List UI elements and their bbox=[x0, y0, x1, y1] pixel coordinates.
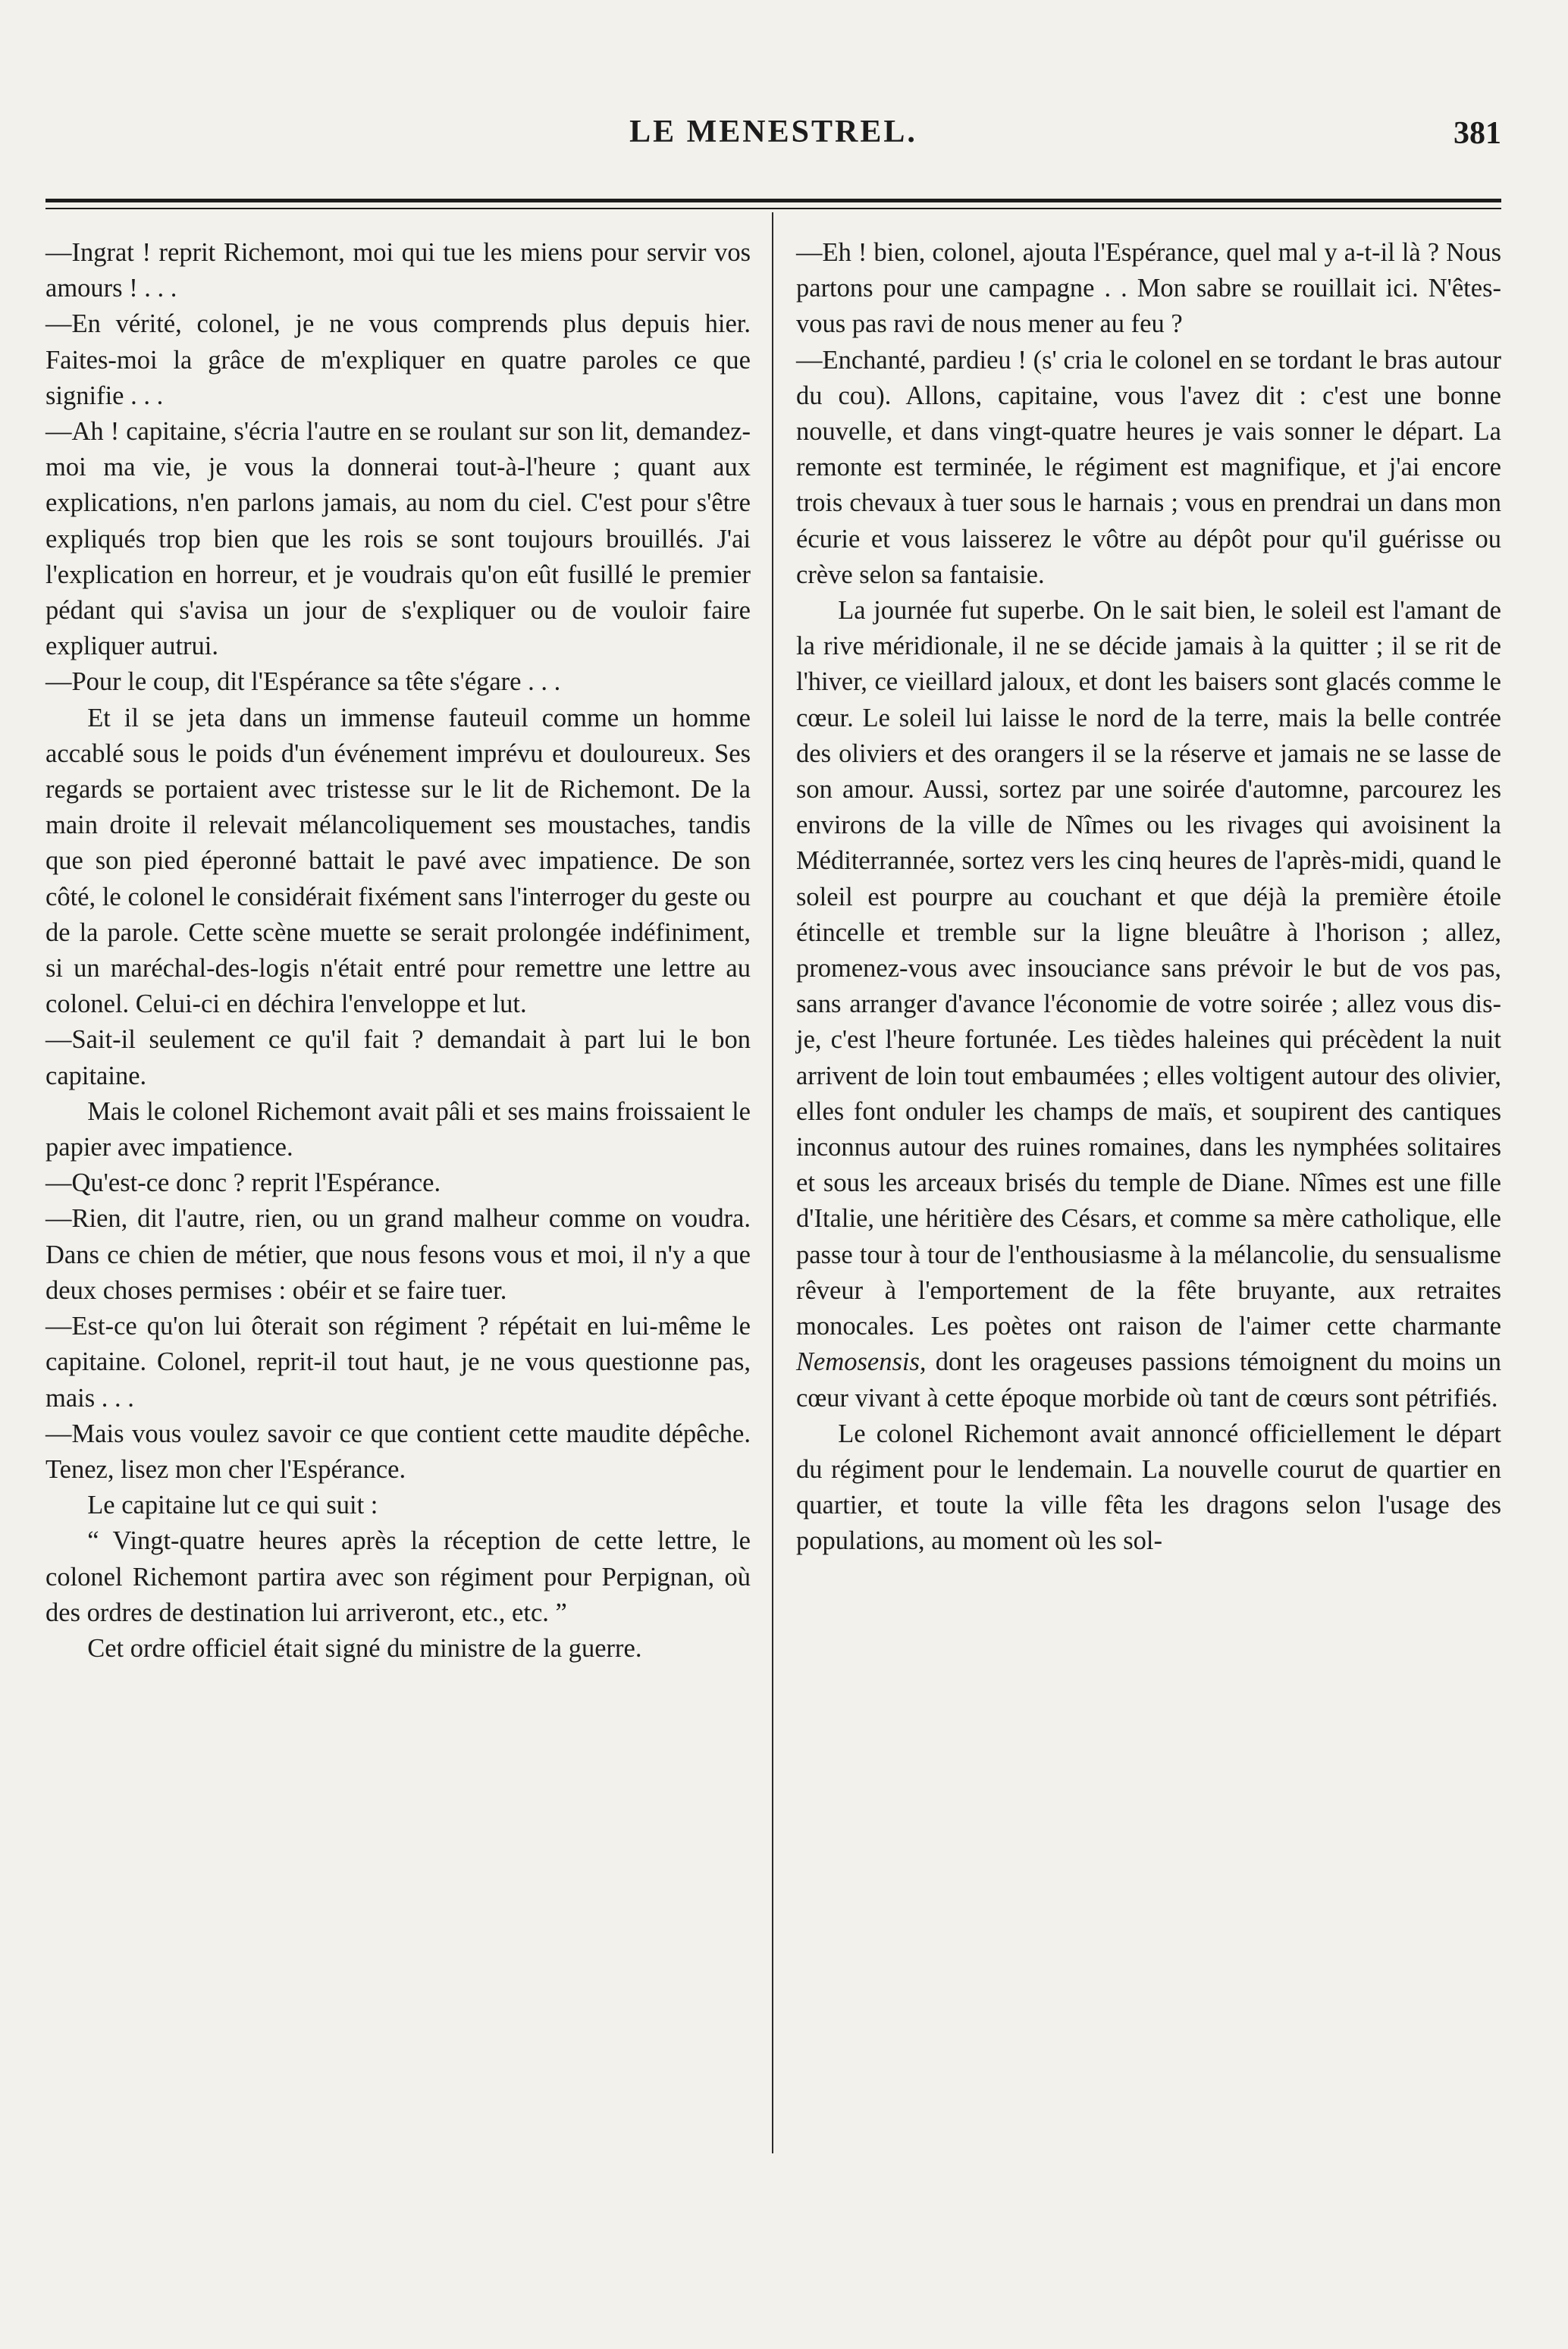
left-column bbox=[45, 235, 751, 1667]
paragraph: Cet ordre officiel était signé du ministre de la guerre. bbox=[87, 1633, 642, 1663]
page-number: 381 bbox=[1454, 116, 1501, 151]
paragraph: —Mais vous voulez savoir ce que contient cette maudite dépêche. Tenez, lisez mon cher l'Espérance. bbox=[45, 1419, 751, 1484]
paragraph: Mais le colonel Richemont avait pâli et ses mains froissaient le papier avec impatience. bbox=[45, 1096, 751, 1162]
paragraph: Le capitaine lut ce qui suit : bbox=[87, 1491, 378, 1520]
paragraph: —Est-ce qu'on lui ôterait son régiment ? répétait en lui-même le capitaine. Colonel, reprit-il tout haut, je ne vous questionne pas, mais . . . bbox=[45, 1312, 751, 1413]
italic-word: Nemosensis, bbox=[796, 1347, 927, 1377]
quoted-order: “ Vingt-quatre heures après la réception de cette lettre, le colonel Richemont partira avec son régiment pour Perpignan, où des ordres de destination lui arriveront, etc., etc. ” bbox=[45, 1526, 751, 1627]
paragraph-text: La journée fut superbe. On le sait bien, le soleil est l'amant de la rive méridionale, il ne se décide jamais à la quitter ; il se rit de l'hiver, ce vieillard jaloux, et dont les baisers sont glacés comme le cœur. Le soleil lui laisse le nord de la terre, mais la belle contrée des oliviers et des orangers il se la réserve et jamais ne se lasse de son amour. Aussi, sortez par une soirée d'automne, parcourez les environs de la ville de Nîmes ou les rivages qui avoisinent la Méditerrannée, sortez vers les cinq heures de l'après-midi, quand le soleil est pourpre au couchant et que déjà la première étoile étincelle et tremble sur la ligne bleuâtre à l'horison ; allez, promenez-vous avec insouciance sans prévoir le but de vos pas, sans arranger d'avance l'économie de votre soirée ; allez vous dis-je, c'est l'heure fortunée. Les tièdes haleines qui précèdent la nuit arrivent de loin tout embaumées ; elles voltigent autour des olivier, elles font onduler les champs de maïs, et soupirent des cantiques inconnus autour des ruines romaines, dans les nymphées solitaires et sous les arceaux brisés du temple de Diane. Nîmes est une fille d'Italie, une héritière des Césars, et comme sa mère catholique, elle passe tour à tour de l'enthousiasme à la mélancolie, du sensualisme rêveur à l'emportement de la fête bruyante, aux retraites monocales. Les poètes ont raison de l'aimer cette charmante bbox=[796, 596, 1501, 1341]
header-rule-thin bbox=[45, 208, 1501, 209]
page-header bbox=[45, 114, 1501, 167]
paragraph: —Eh ! bien, colonel, ajouta l'Espérance, quel mal y a-t-il là ? Nous partons pour une campagne . . Mon sabre se rouillait ici. N'êtes-vous pas ravi de nous mener au feu ? bbox=[796, 238, 1501, 339]
paragraph-text: dont les orageuses passions témoignent du moins un cœur vivant à cette époque morbide où tant de cœurs sont pétrifiés. bbox=[796, 1347, 1502, 1413]
paragraph bbox=[796, 593, 1501, 1416]
paragraph: —En vérité, colonel, je ne vous comprends plus depuis hier. Faites-moi la grâce de m'expliquer en quatre paroles ce que signifie . . . bbox=[45, 309, 751, 410]
paragraph: —Enchanté, pardieu ! (s' cria le colonel en se tordant le bras autour du cou). Allons, capitaine, vous l'avez dit : c'est une bonne nouvelle, et dans vingt-quatre heures je vais sonner le départ. La remonte est terminée, le régiment est magnifique, et j'ai encore trois chevaux à tuer sous le harnais ; vous en prendrai un dans mon écurie et vous laisserez le vôtre au dépôt pour qu'il guérisse ou crève selon sa fantaisie. bbox=[796, 345, 1501, 589]
paragraph: Le colonel Richemont avait annoncé officiellement le départ du régiment pour le lendemain. La nouvelle courut de quartier en quartier, et toute la ville fêta les dragons selon l'usage des populations, au moment où les sol- bbox=[796, 1419, 1501, 1556]
header-rule-thick bbox=[45, 199, 1501, 202]
paragraph: —Ah ! capitaine, s'écria l'autre en se roulant sur son lit, demandez-moi ma vie, je vous la donnerai tout-à-l'heure ; quant aux explications, n'en parlons jamais, au nom du ciel. C'est pour s'être expliqués trop bien que les rois se sont toujours brouillés. J'ai l'explication en horreur, et je voudrais qu'on eût fusillé le premier pédant qui s'avisa un jour de s'expliquer ou de vouloir faire expliquer autrui. bbox=[45, 417, 751, 661]
paragraph: —Rien, dit l'autre, rien, ou un grand malheur comme on voudra. Dans ce chien de métier, que nous fesons vous et moi, il n'y a que deux choses permises : obéir et se faire tuer. bbox=[45, 1204, 751, 1305]
paragraph: Et il se jeta dans un immense fauteuil comme un homme accablé sous le poids d'un événement imprévu et douloureux. Ses regards se portaient avec tristesse sur le lit de Richemont. De la main droite il relevait mélancoliquement ses moustaches, tandis que son pied éperonné battait le pavé avec impatience. De son côté, le colonel le considérait fixément sans l'interroger du geste ou de la parole. Cette scène muette se serait prolongée indéfiniment, si un maréchal-des-logis n'était entré pour remettre une lettre au colonel. Celui-ci en déchira l'enveloppe et lut. bbox=[45, 703, 751, 1019]
paragraph: —Sait-il seulement ce qu'il fait ? demandait à part lui le bon capitaine. bbox=[45, 1025, 751, 1090]
paragraph: —Pour le coup, dit l'Espérance sa tête s'égare . . . bbox=[45, 667, 561, 697]
running-title: LE MENESTREL. bbox=[629, 114, 917, 149]
right-column bbox=[796, 235, 1501, 1560]
paragraph: —Ingrat ! reprit Richemont, moi qui tue les miens pour servir vos amours ! . . . bbox=[45, 238, 751, 303]
paragraph: —Qu'est-ce donc ? reprit l'Espérance. bbox=[45, 1168, 441, 1198]
column-divider bbox=[772, 212, 773, 2153]
